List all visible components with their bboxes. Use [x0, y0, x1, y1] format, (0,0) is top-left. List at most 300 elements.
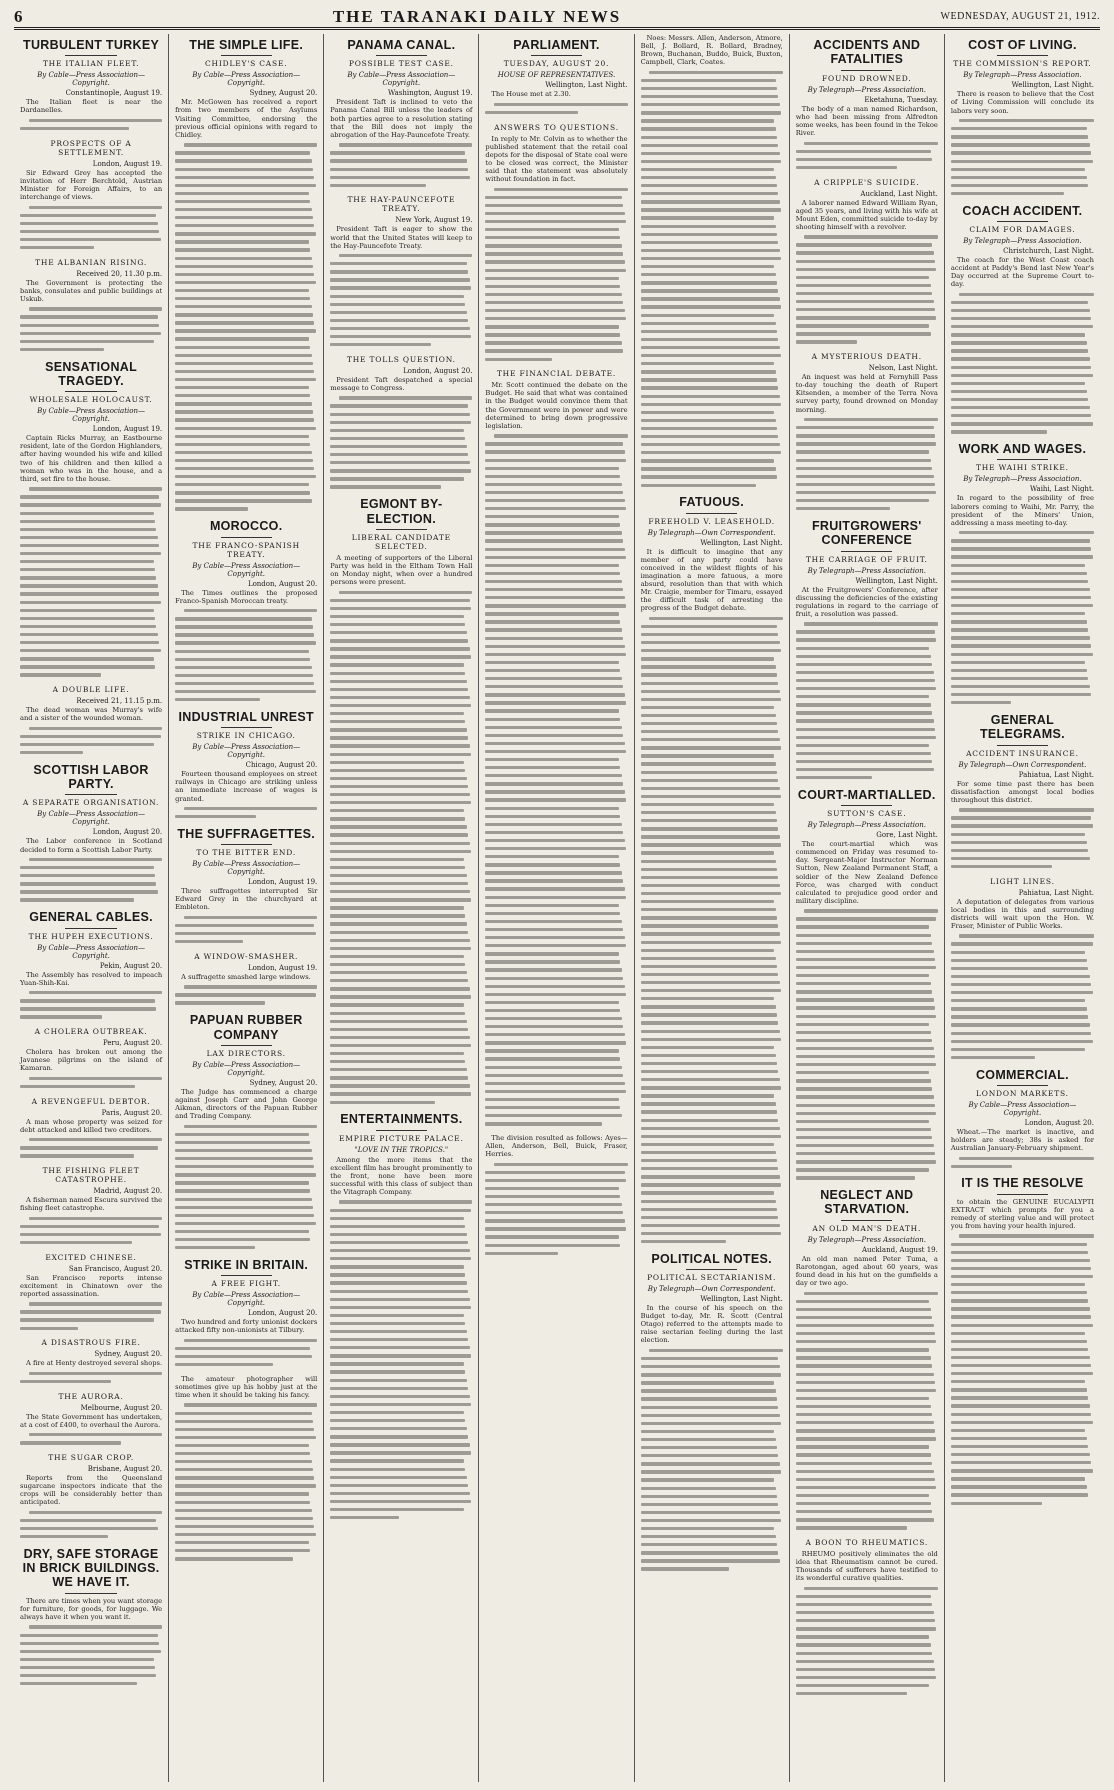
news-article — [951, 442, 1094, 707]
article-subhead: THE ALBANIAN RISING. — [35, 257, 148, 267]
article-text-lines — [20, 1074, 162, 1090]
news-article — [20, 360, 162, 680]
article-headline: FATUOUS. — [679, 495, 744, 510]
headline-rule — [221, 844, 272, 845]
news-article — [175, 38, 317, 513]
article-text-lines — [951, 932, 1094, 1062]
headline-rule — [997, 55, 1049, 56]
article-body: There are times when you want storage for furniture, for goods, for luggage. We always have it when you want it. — [20, 1596, 163, 1621]
article-subhead: THE HAY-PAUNCEFOTE TREATY. — [347, 195, 456, 214]
article-body: The coach for the West Coast coach accident at Paddy's Bend last New Year's Day occurred at the Supreme Court to-day. — [950, 255, 1094, 289]
news-article — [951, 204, 1094, 436]
article-byline: By Cable—Press Association—Copyright. — [37, 407, 146, 424]
news-article — [20, 1253, 162, 1333]
article-dateline: Received 20, 11.30 p.m. — [76, 269, 163, 278]
article-dateline: London, August 19. — [92, 425, 163, 434]
headline-rule — [997, 745, 1049, 746]
news-article — [175, 519, 317, 704]
article-body: The body of a man named Richardson, who had been missing from Alfredton some weeks, has been found in the Tekoe River. — [795, 104, 938, 138]
headline-rule — [841, 1220, 892, 1221]
article-byline: By Telegraph—Press Association. — [807, 821, 926, 830]
headline-rule — [686, 513, 737, 514]
headline-rule — [376, 529, 427, 530]
headline-rule — [841, 551, 892, 552]
issue-date: WEDNESDAY, AUGUST 21, 1912. — [940, 11, 1100, 22]
article-headline: PAPUAN RUBBER COMPANY — [189, 1013, 303, 1042]
article-body: A deputation of delegates from various local bodies in this and surrounding districts will wait upon the Hon. W. Fraser, Minister of Public Works. — [950, 897, 1094, 930]
article-body: The Government is protecting the banks, consulates and public buildings at Uskub. — [20, 278, 163, 303]
article-text-lines — [175, 913, 317, 945]
news-article — [175, 827, 317, 946]
article-body: Two hundred and forty unionist dockers attacked fifty non-unionists at Tilbury. — [175, 1318, 318, 1335]
article-headline: STRIKE IN BRITAIN. — [184, 1257, 309, 1272]
article-text-lines — [951, 290, 1094, 436]
article-text-lines — [20, 1623, 162, 1688]
article-byline: By Cable—Press Association—Copyright. — [192, 561, 301, 578]
article-text-lines — [485, 432, 627, 1128]
article-body: At the Fruitgrowers' Conference, after discussing the deficiencies of the existing regulations in regard to the carriage of fruit, a resolution was passed. — [795, 585, 938, 618]
article-subhead: EXCITED CHINESE. — [45, 1252, 137, 1262]
article-subhead: THE FRANCO-SPANISH TREATY. — [192, 540, 300, 559]
article-text-lines — [641, 1347, 783, 1574]
article-subhead: A DISASTROUS FIRE. — [41, 1338, 141, 1348]
article-text-lines — [175, 1401, 317, 1563]
headline-rule — [221, 727, 272, 728]
article-body: In reply to Mr. Colvin as to whether the published statement that the retail coal depots for the disposal of State coal were to be closed was correct, the Minister said that the statement was absolutely without foundation in fact. — [485, 134, 628, 184]
news-article — [330, 195, 472, 348]
article-dateline: London, August 20. — [1024, 1118, 1094, 1127]
article-text-lines — [330, 141, 472, 190]
article-text-lines — [175, 1336, 317, 1368]
article-body: A man whose property was seized for debt attacked and killed two creditors. — [20, 1117, 163, 1134]
article-dateline: Pahiatua, Last Night. — [1018, 770, 1094, 779]
article-subhead: A REVENGEFUL DEBTOR. — [31, 1096, 151, 1106]
news-column — [479, 34, 634, 1782]
article-text-lines — [20, 724, 162, 756]
news-column — [169, 34, 324, 1782]
news-article — [330, 497, 472, 1106]
article-text-lines — [20, 1300, 162, 1332]
article-subhead: A FREE FIGHT. — [211, 1279, 281, 1289]
news-article — [20, 1392, 162, 1447]
article-dateline: Peru, August 20. — [102, 1039, 163, 1048]
news-article — [796, 38, 938, 172]
page-number: 6 — [14, 6, 23, 26]
article-headline: COURT-MARTIALLED. — [797, 787, 936, 802]
article-subhead: AN OLD MAN'S DEATH. — [812, 1223, 922, 1233]
article-body: Captain Ricks Murray, an Eastbourne resident, late of the Gordon Highlanders, after having wounded his wife and killed two of his children and then killed a woman who was in the house, and a third, set fire to the house. — [20, 434, 163, 483]
article-body: The Assembly has resolved to impeach Yuan-Shih-Kai. — [20, 970, 163, 987]
article-body: It is difficult to imagine that any member of any party could have conceived in the wildest flights of his imagination a more fatuous, a more absurd, resolution than that with which Mr. Craigie, member for Timaru, essayed the difficult task of arresting the progress of the Budget debate. — [640, 547, 783, 613]
article-body: Noes: Messrs. Allen, Anderson, Atmore, Bell, J. Bollard, R. Bollard, Bradney, Brown, Buchanan, Buddo, Buick, Buxton, Campbell, Clark, Coates. — [640, 34, 783, 67]
headline-rule — [376, 1130, 427, 1131]
news-article — [175, 1375, 317, 1563]
article-subhead: POLITICAL SECTARIANISM. — [647, 1273, 777, 1283]
article-headline: TURBULENT TURKEY — [23, 38, 160, 52]
article-byline: By Telegraph—Own Correspondent. — [647, 528, 776, 537]
news-article — [20, 1453, 162, 1541]
article-text-lines — [796, 1584, 938, 1697]
article-byline: By Cable—Press Association—Copyright. — [37, 810, 146, 827]
article-headline: NEGLECT AND STARVATION. — [820, 1188, 914, 1217]
article-dateline: Brisbane, August 20. — [87, 1464, 163, 1473]
article-body: The State Government has undertaken, at a cost of £400, to overhaul the Aurora. — [20, 1412, 163, 1429]
article-headline: EGMONT BY-ELECTION. — [360, 497, 443, 526]
news-article — [20, 1097, 162, 1160]
article-body: For some time past there has been dissatisfaction amongst local bodies throughout this district. — [950, 779, 1094, 804]
article-text-lines — [20, 989, 162, 1021]
article-byline: By Telegraph—Press Association. — [807, 1235, 926, 1244]
article-dateline: London, August 19. — [92, 159, 163, 168]
news-column — [324, 34, 479, 1782]
article-dateline: Madrid, August 20. — [93, 1187, 163, 1196]
article-body: A meeting of supporters of the Liberal Party was held in the Eltham Town Hall on Monday night, when over a hundred persons were present. — [330, 553, 473, 587]
article-byline: "LOVE IN THE TROPICS." — [354, 1145, 449, 1154]
news-article — [951, 1068, 1094, 1171]
headline-rule — [376, 55, 427, 56]
news-article — [641, 1252, 783, 1573]
article-subhead: WHOLESALE HOLOCAUST. — [29, 395, 153, 405]
article-dateline: London, August 20. — [92, 828, 163, 837]
article-body: Sir Edward Grey has accepted the invitation of Herr Berchtold, Austrian Minister for Foreign Affairs, to an interchange of views. — [20, 168, 163, 202]
article-subhead: A SEPARATE ORGANISATION. — [22, 798, 160, 808]
article-dateline: London, August 20. — [403, 366, 473, 375]
article-dateline: Received 21, 11.15 p.m. — [76, 697, 163, 706]
article-headline: THE SUFFRAGETTES. — [177, 826, 316, 841]
news-article — [20, 910, 162, 1021]
article-body: Among the more items that the excellent film has brought prominently to the front, none have been more successful with this class of subject than the Vitagraph Company. — [330, 1155, 473, 1196]
article-text-lines — [175, 607, 317, 704]
article-dateline: Sydney, August 20. — [94, 1350, 163, 1359]
article-subhead: TO THE BITTER END. — [196, 848, 297, 858]
article-text-lines — [485, 100, 627, 116]
article-headline: DRY, SAFE STORAGE IN BRICK BUILDINGS. WE HAVE IT. — [22, 1546, 160, 1590]
article-text-lines — [175, 141, 317, 513]
news-article — [175, 952, 317, 1007]
news-article — [951, 38, 1094, 198]
headline-rule — [221, 55, 272, 56]
article-body: A suffragette smashed large windows. — [181, 972, 311, 981]
article-text-lines — [796, 416, 938, 513]
article-text-lines — [330, 1198, 472, 1522]
article-byline: By Telegraph—Press Association. — [807, 566, 926, 575]
article-byline: By Cable—Press Association—Copyright. — [37, 71, 146, 88]
article-dateline: London, August 20. — [247, 1309, 318, 1318]
page-columns — [14, 34, 1100, 1782]
article-byline: By Cable—Press Association—Copyright. — [192, 71, 301, 88]
article-subhead: THE ITALIAN FLEET. — [42, 59, 140, 69]
article-body: to obtain the GENUINE EUCALYPTI EXTRACT which prompts for you a remedy of sterling value and will protect you from having your health injured. — [950, 1197, 1094, 1230]
article-subhead: A CRIPPLE'S SUICIDE. — [814, 177, 920, 187]
article-text-lines — [20, 1369, 162, 1385]
article-headline: FRUITGROWERS' CONFERENCE — [811, 518, 922, 548]
article-byline: By Telegraph—Press Association. — [963, 236, 1082, 245]
article-text-lines — [330, 252, 472, 349]
news-article — [20, 1338, 162, 1385]
article-headline: GENERAL TELEGRAMS. — [979, 712, 1065, 742]
article-body: Fourteen thousand employees on street railways in Chicago are striking unless an immediate increase of wages is granted. — [175, 770, 318, 803]
article-text-lines — [330, 394, 472, 491]
article-subhead: CHIDLEY'S CASE. — [205, 59, 288, 69]
article-subhead: PROSPECTS OF A SETTLEMENT. — [50, 138, 132, 157]
news-article — [485, 123, 627, 364]
article-body: A fisherman named Escura survived the fishing fleet catastrophe. — [20, 1196, 163, 1213]
article-text-lines — [175, 805, 317, 821]
article-dateline: Wellington, Last Night. — [855, 576, 938, 585]
news-article — [20, 1166, 162, 1247]
article-byline: By Telegraph—Press Association. — [807, 85, 926, 94]
article-body: President Taft is eager to show the world that the United States will keep to the Hay-Pauncefote Treaty. — [330, 225, 473, 250]
article-dateline: Sydney, August 20. — [249, 1078, 318, 1087]
article-subhead: FREEHOLD V. LEASEHOLD. — [648, 516, 775, 526]
headline-rule — [221, 1275, 272, 1276]
article-text-lines — [175, 1122, 317, 1252]
news-article — [796, 178, 938, 347]
article-subhead: POSSIBLE TEST CASE. — [348, 59, 454, 69]
article-text-lines — [485, 185, 627, 363]
article-text-lines — [20, 856, 162, 905]
news-article — [796, 1538, 938, 1698]
article-dateline: Chicago, August 20. — [245, 761, 318, 770]
article-body: In the course of his speech on the Budget to-day, Mr. R. Scott (Central Otago) referred to the attempts made to raise sectarian feeling during the last election. — [640, 1304, 783, 1345]
article-text-lines — [951, 1154, 1094, 1170]
article-dateline: Wellington, Last Night. — [545, 81, 628, 90]
article-headline: COMMERCIAL. — [975, 1067, 1069, 1082]
article-body: The Labor conference in Scotland decided to form a Scottish Labor Party. — [20, 837, 163, 854]
article-headline: PARLIAMENT. — [513, 38, 600, 52]
article-text-lines — [951, 529, 1094, 707]
article-text-lines — [796, 139, 938, 171]
article-subhead: THE AURORA. — [58, 1391, 124, 1401]
article-text-lines — [20, 485, 162, 679]
article-text-lines — [485, 1160, 627, 1257]
article-subhead: STRIKE IN CHICAGO. — [196, 731, 296, 741]
article-headline: WORK AND WAGES. — [958, 442, 1087, 457]
news-article — [796, 1188, 938, 1532]
article-dateline: London, August 19. — [247, 878, 318, 887]
article-body: There is reason to believe that the Cost of Living Commission will conclude its labors very soon. — [950, 90, 1094, 115]
article-dateline: Wellington, Last Night. — [700, 1295, 783, 1304]
article-body: The amateur photographer will sometimes give up his hobby just at the time when it should be taking his fancy. — [175, 1374, 318, 1399]
news-article — [20, 258, 162, 354]
article-body: The Judge has commenced a charge against Joseph Carr and John George Aikman, directors of the Papuan Rubber and Trading Company. — [175, 1087, 318, 1121]
news-article — [175, 710, 317, 821]
article-text-lines — [20, 1431, 162, 1447]
article-headline: COACH ACCIDENT. — [962, 203, 1083, 218]
headline-rule — [65, 55, 116, 56]
news-article — [20, 38, 162, 133]
article-text-lines — [951, 1232, 1094, 1507]
news-article — [641, 495, 783, 1245]
article-headline: COST OF LIVING. — [968, 38, 1077, 52]
news-article — [20, 1027, 162, 1090]
headline-rule — [221, 1045, 272, 1046]
article-dateline: Wellington, Last Night. — [700, 538, 783, 547]
article-byline: By Telegraph—Press Association. — [963, 475, 1082, 484]
article-body: Mr. McGowen has received a report from two members of the Asylums Visiting Committee, endorsing the previous official opinions with regard to Chidley. — [175, 98, 318, 139]
news-article — [20, 685, 162, 757]
article-byline: By Cable—Press Association—Copyright. — [347, 71, 456, 88]
article-headline: POLITICAL NOTES. — [651, 1251, 772, 1266]
article-text-lines — [20, 1214, 162, 1246]
news-article — [175, 1258, 317, 1369]
article-headline: IT IS THE RESOLVE — [961, 1176, 1084, 1191]
news-column — [945, 34, 1100, 1782]
headline-rule — [686, 1269, 737, 1270]
headline-rule — [221, 537, 272, 538]
article-body: A fire at Henty destroyed several shops. — [26, 1359, 163, 1368]
article-text-lines — [20, 1508, 162, 1540]
article-dateline: Christchurch, Last Night. — [1003, 246, 1094, 255]
news-article — [485, 1134, 627, 1257]
article-body: RHEUMO positively eliminates the old idea that Rheumatism cannot be cured. Thousands of sufferers have testified to its wonderful curative qualities. — [795, 1550, 938, 1583]
article-headline: SCOTTISH LABOR PARTY. — [33, 762, 149, 792]
news-article — [330, 38, 472, 189]
article-byline: By Cable—Press Association—Copyright. — [192, 1060, 301, 1077]
news-article — [20, 1547, 162, 1688]
article-dateline: Sydney, August 20. — [249, 89, 318, 98]
article-body: President Taft despatched a special message to Congress. — [330, 375, 473, 392]
article-text-lines — [20, 203, 162, 252]
article-dateline: Washington, August 19. — [388, 89, 473, 98]
headline-rule — [531, 55, 582, 56]
article-byline: By Cable—Press Association—Copyright. — [192, 860, 301, 877]
article-dateline: Pekin, August 20. — [99, 961, 163, 970]
news-article — [796, 519, 938, 782]
article-subhead: THE SUGAR CROP. — [48, 1452, 134, 1462]
article-dateline: Auckland, Last Night. — [860, 189, 938, 198]
article-body: Cholera has broken out among the Javanese pilgrims on the island of Kamaran. — [20, 1048, 163, 1073]
news-article — [951, 713, 1094, 871]
article-body: A laborer named Edward William Ryan, aged 35 years, and living with his wife at Mount Eden, committed suicide to-day by shooting himself with a revolver. — [795, 198, 938, 231]
article-body: Reports from the Queensland sugarcane inspectors indicate that the crops will be considerably better than anticipated. — [20, 1473, 163, 1507]
headline-rule — [65, 928, 116, 929]
article-text-lines — [796, 1289, 938, 1532]
article-subhead: A DOUBLE LIFE. — [52, 685, 130, 695]
article-dateline: Nelson, Last Night. — [868, 364, 938, 373]
headline-rule — [997, 1194, 1049, 1195]
article-text-lines — [20, 305, 162, 354]
article-body: The court-martial which was commenced on Friday was resumed to-day. Sergeant-Major Instructor Norman Sutton, New Zealand Permanent Staff, a soldier of the New Zealand Defence Force, was charged with conduct calculated to prejudice good order and military discipline. — [795, 840, 938, 905]
article-headline: ACCIDENTS AND FATALITIES — [813, 38, 921, 67]
article-byline: By Cable—Press Association—Copyright. — [968, 1100, 1077, 1117]
article-subhead: THE WAIHI STRIKE. — [976, 463, 1069, 473]
headline-rule — [997, 221, 1049, 222]
article-headline: THE SIMPLE LIFE. — [189, 38, 304, 52]
article-subhead: EMPIRE PICTURE PALACE. — [339, 1133, 464, 1143]
article-body: Three suffragettes interrupted Sir Edward Grey in the churchyard at Embleton. — [175, 887, 318, 912]
article-subhead: A CHOLERA OUTBREAK. — [34, 1027, 148, 1037]
article-body: President Taft is inclined to veto the Panama Canal Bill unless the leaders of both parties agree to a resolution stating that the Bill does not imply the abrogation of the Hay-Pauncefote Treaty. — [330, 98, 473, 139]
news-article — [796, 352, 938, 513]
article-subhead: LAX DIRECTORS. — [206, 1048, 286, 1058]
article-body: The dead woman was Murray's wife and a sister of the wounded woman. — [20, 706, 163, 723]
news-article — [796, 788, 938, 1182]
article-text-lines — [951, 117, 1094, 198]
article-dateline: Waihi, Last Night. — [1029, 485, 1094, 494]
article-subhead: SUTTON'S CASE. — [827, 809, 907, 819]
article-subhead: A MYSTERIOUS DEATH. — [811, 352, 922, 362]
article-text-lines — [641, 614, 783, 1245]
article-subhead: ACCIDENT INSURANCE. — [966, 748, 1079, 758]
article-text-lines — [175, 983, 317, 1007]
article-byline: By Cable—Press Association—Copyright. — [192, 743, 301, 760]
article-body: The House met at 2.30. — [491, 90, 571, 99]
article-text-lines — [330, 588, 472, 1106]
news-article — [951, 877, 1094, 1062]
article-text-lines — [796, 907, 938, 1182]
article-subhead: A WINDOW-SMASHER. — [194, 951, 299, 961]
article-subhead: TUESDAY, AUGUST 20. — [503, 59, 610, 69]
article-subhead: LIGHT LINES. — [990, 876, 1055, 886]
article-dateline: Wellington, Last Night. — [1011, 81, 1094, 90]
article-headline: ENTERTAINMENTS. — [340, 1112, 463, 1127]
article-text-lines — [641, 68, 783, 489]
news-article — [20, 763, 162, 905]
article-dateline: Auckland, August 19. — [861, 1245, 938, 1254]
article-body: In regard to the possibility of free laborers coming to Waihi, Mr. Parry, the president of the Miners' Union, addressing a mass meeting to-day. — [950, 494, 1094, 527]
article-dateline: Melbourne, August 20. — [80, 1403, 163, 1412]
article-subhead: THE HUPEH EXECUTIONS. — [28, 931, 154, 941]
article-body: The Times outlines the proposed Franco-Spanish Moroccan treaty. — [175, 588, 318, 605]
article-subhead: ANSWERS TO QUESTIONS. — [494, 122, 619, 132]
headline-rule — [841, 70, 892, 71]
article-subhead: A BOON TO RHEUMATICS. — [805, 1538, 929, 1548]
article-body: The Italian fleet is near the Dardanelles. — [20, 98, 163, 115]
article-subhead: CLAIM FOR DAMAGES. — [969, 224, 1076, 234]
news-article — [20, 139, 162, 252]
article-subhead: THE TOLLS QUESTION. — [346, 354, 456, 364]
article-dateline: London, August 19. — [247, 963, 318, 972]
article-byline: HOUSE OF REPRESENTATIVES. — [497, 71, 616, 80]
headline-rule — [65, 794, 116, 795]
article-byline: By Cable—Press Association—Copyright. — [192, 1291, 301, 1308]
news-column — [635, 34, 790, 1782]
headline-rule — [65, 391, 116, 392]
article-subhead: THE CARRIAGE OF FRUIT. — [805, 554, 928, 564]
news-column — [14, 34, 169, 1782]
article-byline: By Cable—Press Association—Copyright. — [37, 943, 146, 960]
article-byline: By Telegraph—Own Correspondent. — [647, 1285, 776, 1294]
article-body: The division resulted as follows: Ayes—Allen, Anderson, Bell, Buick, Fraser, Herries. — [485, 1133, 628, 1159]
paper-title: THE TARANAKI DAILY NEWS — [332, 6, 622, 26]
article-body: An inquest was held at Fernyhill Pass to-day touching the death of Rupert Kitsenden, a member of the Terra Nova survey party, found drowned on Monday morning. — [795, 373, 938, 414]
article-headline: INDUSTRIAL UNREST — [178, 709, 314, 724]
article-headline: MOROCCO. — [209, 519, 283, 534]
article-dateline: London, August 20. — [247, 579, 318, 588]
article-body: San Francisco reports intense excitement in Chinatown over the reported assassination. — [20, 1273, 163, 1298]
news-article — [175, 1013, 317, 1252]
article-headline: PANAMA CANAL. — [347, 38, 456, 52]
article-body: An old man named Peter Tuma, a Rarotongan, aged about 60 years, was found dead in his hut on the gumfields a day or two ago. — [795, 1254, 938, 1288]
news-article — [951, 1176, 1094, 1507]
article-text-lines — [20, 1136, 162, 1160]
headline-rule — [997, 459, 1049, 460]
headline-rule — [65, 1593, 116, 1594]
article-text-lines — [951, 806, 1094, 871]
article-dateline: Eketahuna, Tuesday. — [864, 95, 938, 104]
article-byline: By Telegraph—Press Association. — [963, 71, 1082, 80]
article-subhead: LONDON MARKETS. — [975, 1088, 1069, 1098]
news-article — [485, 38, 627, 117]
news-article — [330, 1112, 472, 1522]
article-byline: By Telegraph—Own Correspondent. — [958, 760, 1087, 769]
headline-rule — [841, 805, 892, 806]
article-text-lines — [20, 117, 162, 133]
article-dateline: Gore, Last Night. — [876, 831, 938, 840]
article-text-lines — [796, 233, 938, 346]
news-article — [485, 369, 627, 1128]
